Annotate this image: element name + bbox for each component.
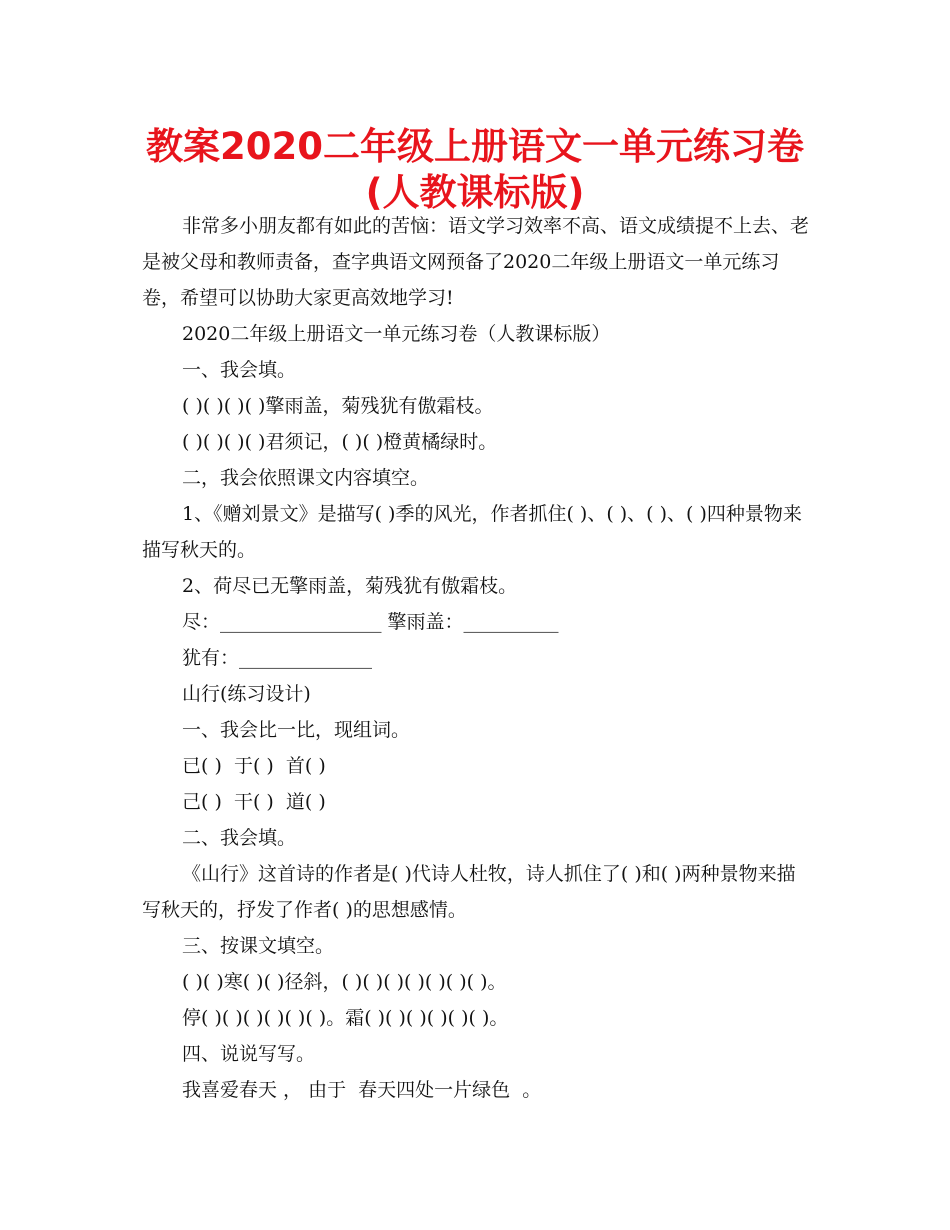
section-heading: 一、我会比一比，现组词。	[182, 719, 411, 741]
intro-paragraph: 非常多小朋友都有如此的苦恼：语文学习效率不高、语文成绩提不上去、老是被父母和教师责备，查字典语文网预备了2020二年级上册语文一单元练习卷，希望可以协助大家更高效地学习!	[142, 215, 810, 309]
section-heading: 二，我会依照课文内容填空。	[182, 467, 430, 489]
answer-line: 尽：_________________ 擎雨盖：__________	[182, 611, 559, 633]
word-compare-line: 已( ) 于( ) 首( )	[182, 755, 326, 777]
document-title-line-1: 教案2020二年级上册语文一单元练习卷	[146, 125, 804, 168]
section-heading: 三、按课文填空。	[182, 935, 335, 957]
sentence-line: 我喜爱春天 ， 由于 春天四处一片绿色 。	[182, 1079, 542, 1101]
answer-line: 犹有：______________	[182, 647, 373, 669]
document-title-line-2: (人教课标版)	[365, 171, 585, 214]
fill-line: ( )( )( )( )擎雨盖，菊残犹有傲霜枝。	[182, 395, 494, 417]
document-body	[142, 208, 812, 1108]
fill-line: ( )( )( )( )君须记，( )( )橙黄橘绿时。	[182, 431, 498, 453]
fill-line: 停( )( )( )( )( )( )。霜( )( )( )( )( )( )。	[182, 1007, 509, 1029]
fill-line: ( )( )寒( )( )径斜，( )( )( )( )( )( )( )。	[182, 971, 507, 993]
section-heading: 四、说说写写。	[182, 1043, 316, 1065]
question-paragraph: 1、《赠刘景文》是描写( )季的风光，作者抓住( )、( )、( )、( )四种景物来描写秋天的。	[142, 503, 802, 561]
exercise-heading: 2020二年级上册语文一单元练习卷（人教课标版）	[182, 323, 611, 345]
word-compare-line: 己( ) 干( ) 道( )	[182, 791, 326, 813]
question-paragraph: 《山行》这首诗的作者是( )代诗人杜牧，诗人抓住了( )和( )两种景物来描写秋天的，抒发了作者( )的思想感情。	[142, 863, 796, 921]
question-paragraph: 2、荷尽已无擎雨盖，菊残犹有傲霜枝。	[182, 575, 518, 597]
section-heading: 二、我会填。	[182, 827, 297, 849]
lesson-heading: 山行(练习设计)	[182, 683, 311, 705]
section-heading: 一、我会填。	[182, 359, 297, 381]
